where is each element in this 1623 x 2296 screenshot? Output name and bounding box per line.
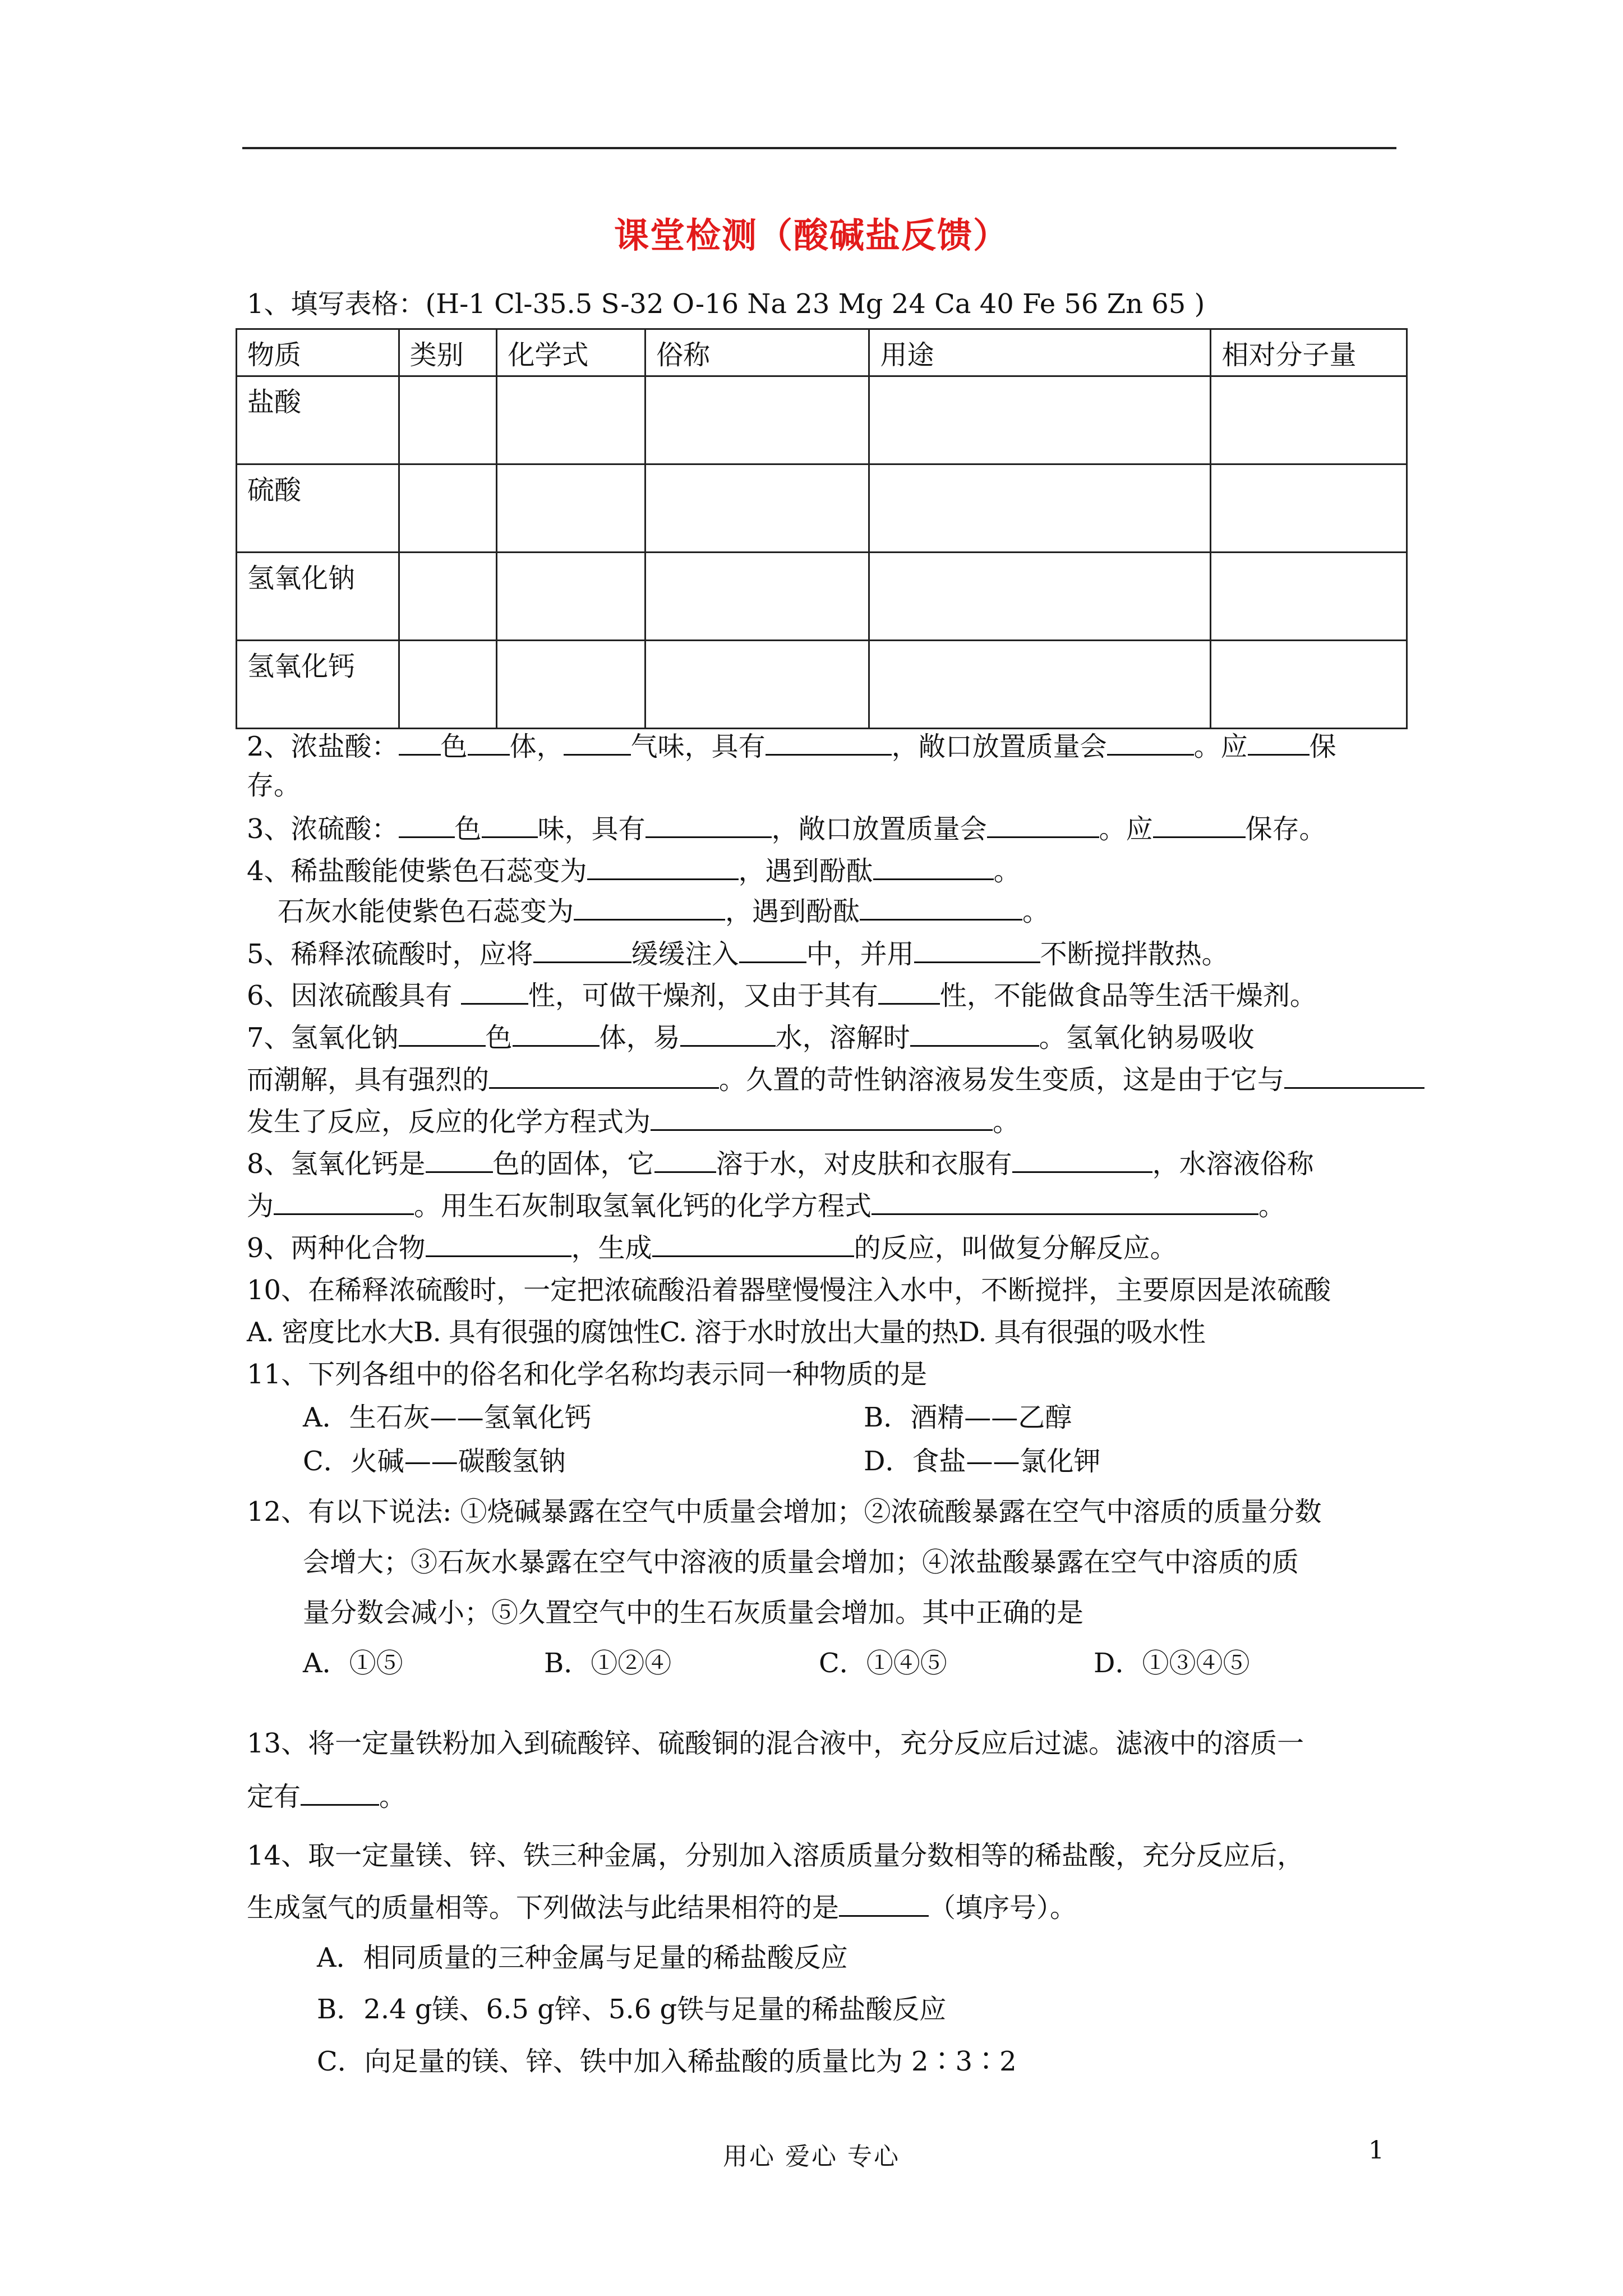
option-c: C．向足量的镁、锌、铁中加入稀盐酸的质量比为 2∶3∶2 <box>317 2046 1017 2077</box>
question-4: 4、稀盐酸能使紫色石蕊变为 ，遇到酚酞 。 <box>247 853 1021 888</box>
answer-blank[interactable] <box>680 1019 776 1047</box>
answer-cell[interactable] <box>869 464 1211 553</box>
answer-cell[interactable] <box>497 553 645 641</box>
answer-blank[interactable] <box>513 1019 600 1047</box>
question-11: 11、下列各组中的俗名和化学名称均表示同一种物质的是 <box>247 1359 928 1390</box>
answer-blank[interactable] <box>910 1019 1039 1047</box>
answer-blank[interactable] <box>399 811 455 838</box>
answer-blank[interactable] <box>482 811 538 838</box>
option-c: C．火碱——碳酸氢钠 <box>303 1446 566 1477</box>
answer-blank[interactable] <box>872 1188 1258 1215</box>
question-8-line-2: 为 。用生石灰制取氢氧化钙的化学方程式 。 <box>247 1188 1285 1223</box>
substance-name-cell: 氢氧化钙 <box>237 641 399 729</box>
answer-cell[interactable] <box>645 464 869 553</box>
answer-blank[interactable] <box>654 1145 716 1173</box>
table-header-cell: 物质 <box>237 329 399 376</box>
question-12-line-2: 会增大；③石灰水暴露在空气中溶液的质量会增加；④浓盐酸暴露在空气中溶质的质 <box>303 1547 1299 1578</box>
header-rule <box>242 147 1396 149</box>
answer-blank[interactable] <box>426 1145 493 1173</box>
answer-blank[interactable] <box>739 936 806 963</box>
option-d: D．食盐——氯化钾 <box>864 1446 1101 1477</box>
answer-cell[interactable] <box>645 553 869 641</box>
answer-blank[interactable] <box>860 893 1022 921</box>
answer-cell[interactable] <box>869 553 1211 641</box>
answer-cell[interactable] <box>645 641 869 729</box>
substance-name-cell: 硫酸 <box>237 464 399 553</box>
question-13: 13、将一定量铁粉加入到硫酸锌、硫酸铜的混合液中，充分反应后过滤。滤液中的溶质一 <box>247 1728 1304 1759</box>
question-8: 8、氢氧化钙是 色的固体，它 溶于水，对皮肤和衣服有 ，水溶液俗称 <box>247 1145 1314 1181</box>
question-6: 6、因浓硫酸具有 性，可做干燥剂，又由于其有 性，不能做食品等生活干燥剂。 <box>247 977 1317 1013</box>
answer-blank[interactable] <box>645 811 772 838</box>
table-row <box>237 376 1407 464</box>
page-number: 1 <box>1368 2136 1384 2165</box>
question-14-line-2: 生成氢气的质量相等。下列做法与此结果相符的是 （填序号）。 <box>247 1889 1077 1925</box>
answer-blank[interactable] <box>587 853 739 880</box>
table-header-cell: 化学式 <box>497 329 645 376</box>
answer-blank[interactable] <box>1107 728 1194 756</box>
answer-blank[interactable] <box>461 977 528 1005</box>
question-10: 10、在稀释浓硫酸时，一定把浓硫酸沿着器壁慢慢注入水中，不断搅拌，主要原因是浓硫酸 <box>247 1274 1331 1306</box>
option-b: B．2.4 g镁、6.5 g锌、5.6 g铁与足量的稀盐酸反应 <box>317 1994 947 2025</box>
page-title: 课堂检测（酸碱盐反馈） <box>614 215 1009 256</box>
question-9: 9、两种化合物 ，生成 的反应，叫做复分解反应。 <box>247 1230 1177 1265</box>
answer-blank[interactable] <box>274 1188 414 1215</box>
substance-table <box>236 328 1408 729</box>
question-7-line-3: 发生了反应，反应的化学方程式为 。 <box>247 1103 1020 1139</box>
answer-cell[interactable] <box>1211 553 1407 641</box>
question-5: 5、稀释浓硫酸时，应将 缓缓注入 中，并用 不断搅拌散热。 <box>247 936 1229 971</box>
answer-cell[interactable] <box>399 641 497 729</box>
question-4-part-2: 石灰水能使紫色石蕊变为 ，遇到酚酞 。 <box>278 893 1049 928</box>
answer-blank[interactable] <box>1248 728 1310 756</box>
answer-cell[interactable] <box>399 376 497 464</box>
answer-blank[interactable] <box>839 1889 929 1917</box>
footer-motto: 用心 爱心 专心 <box>723 2142 900 2171</box>
answer-cell[interactable] <box>1211 376 1407 464</box>
answer-blank[interactable] <box>652 1230 854 1257</box>
answer-cell[interactable] <box>399 553 497 641</box>
answer-cell[interactable] <box>869 376 1211 464</box>
answer-blank[interactable] <box>468 728 510 756</box>
question-13-line-2: 定有 。 <box>247 1778 406 1814</box>
answer-blank[interactable] <box>426 1230 571 1257</box>
answer-cell[interactable] <box>497 641 645 729</box>
answer-cell[interactable] <box>869 641 1211 729</box>
table-header-cell: 类别 <box>399 329 497 376</box>
option-d: D．①③④⑤ <box>1094 1648 1250 1679</box>
option-a: A．生石灰——氢氧化钙 <box>303 1402 592 1433</box>
answer-cell[interactable] <box>497 376 645 464</box>
option-b: B．酒精——乙醇 <box>864 1402 1072 1433</box>
answer-blank[interactable] <box>766 728 892 756</box>
answer-blank[interactable] <box>1153 811 1246 838</box>
answer-cell[interactable] <box>1211 464 1407 553</box>
option-a: A．①⑤ <box>303 1648 403 1679</box>
answer-blank[interactable] <box>399 728 441 756</box>
question-12-line-3: 量分数会减小；⑤久置空气中的生石灰质量会增加。其中正确的是 <box>303 1597 1084 1628</box>
answer-blank[interactable] <box>399 1019 486 1047</box>
answer-blank[interactable] <box>651 1103 993 1131</box>
option-a: A．相同质量的三种金属与足量的稀盐酸反应 <box>317 1942 848 1973</box>
answer-blank[interactable] <box>987 811 1099 838</box>
question-2-continued: 存。 <box>247 770 301 801</box>
answer-blank[interactable] <box>878 977 940 1005</box>
answer-blank[interactable] <box>533 936 631 963</box>
answer-cell[interactable] <box>1211 641 1407 729</box>
table-header-cell: 用途 <box>869 329 1211 376</box>
answer-cell[interactable] <box>399 464 497 553</box>
question-1: 1、填写表格：(H-1 Cl-35.5 S-32 O-16 Na 23 Mg 24 Ca 40 Fe 56 Zn 65 ) <box>247 288 1205 320</box>
table-row <box>237 641 1407 729</box>
option-c: C．①④⑤ <box>819 1648 947 1679</box>
answer-blank[interactable] <box>489 1061 719 1089</box>
answer-blank[interactable] <box>301 1778 379 1806</box>
answer-blank[interactable] <box>873 853 994 880</box>
table-row <box>237 553 1407 641</box>
table-header-cell: 俗称 <box>645 329 869 376</box>
table-header-cell: 相对分子量 <box>1211 329 1407 376</box>
answer-blank[interactable] <box>574 893 725 921</box>
question-7: 7、氢氧化钠 色 体，易 水，溶解时 。氢氧化钠易吸收 <box>247 1019 1255 1055</box>
answer-blank[interactable] <box>1012 1145 1152 1173</box>
answer-cell[interactable] <box>645 376 869 464</box>
question-3: 3、浓硫酸： 色 味，具有 ，敞口放置质量会 。应 保存。 <box>247 811 1326 846</box>
question-7-line-2: 而潮解，具有强烈的 。久置的苛性钠溶液易发生变质，这是由于它与 <box>247 1061 1424 1097</box>
table-row <box>237 464 1407 553</box>
question-14: 14、取一定量镁、锌、铁三种金属，分别加入溶质质量分数相等的稀盐酸，充分反应后， <box>247 1840 1304 1871</box>
question-2: 2、浓盐酸： 色 体， 气味，具有 ，敞口放置质量会 。应 保 <box>247 728 1336 763</box>
answer-blank[interactable] <box>1284 1061 1424 1089</box>
answer-cell[interactable] <box>497 464 645 553</box>
answer-blank[interactable] <box>564 728 631 756</box>
substance-name-cell: 氢氧化钠 <box>237 553 399 641</box>
substance-name-cell: 盐酸 <box>237 376 399 464</box>
question-12: 12、有以下说法: ①烧碱暴露在空气中质量会增加；②浓硫酸暴露在空气中溶质的质量分数 <box>247 1496 1322 1527</box>
answer-blank[interactable] <box>914 936 1040 963</box>
table-header-row <box>237 329 1407 376</box>
option-b: B．①②④ <box>544 1648 672 1679</box>
question-10-options: A. 密度比水大B. 具有很强的腐蚀性C. 溶于水时放出大量的热D. 具有很强的吸水性 <box>247 1317 1205 1348</box>
